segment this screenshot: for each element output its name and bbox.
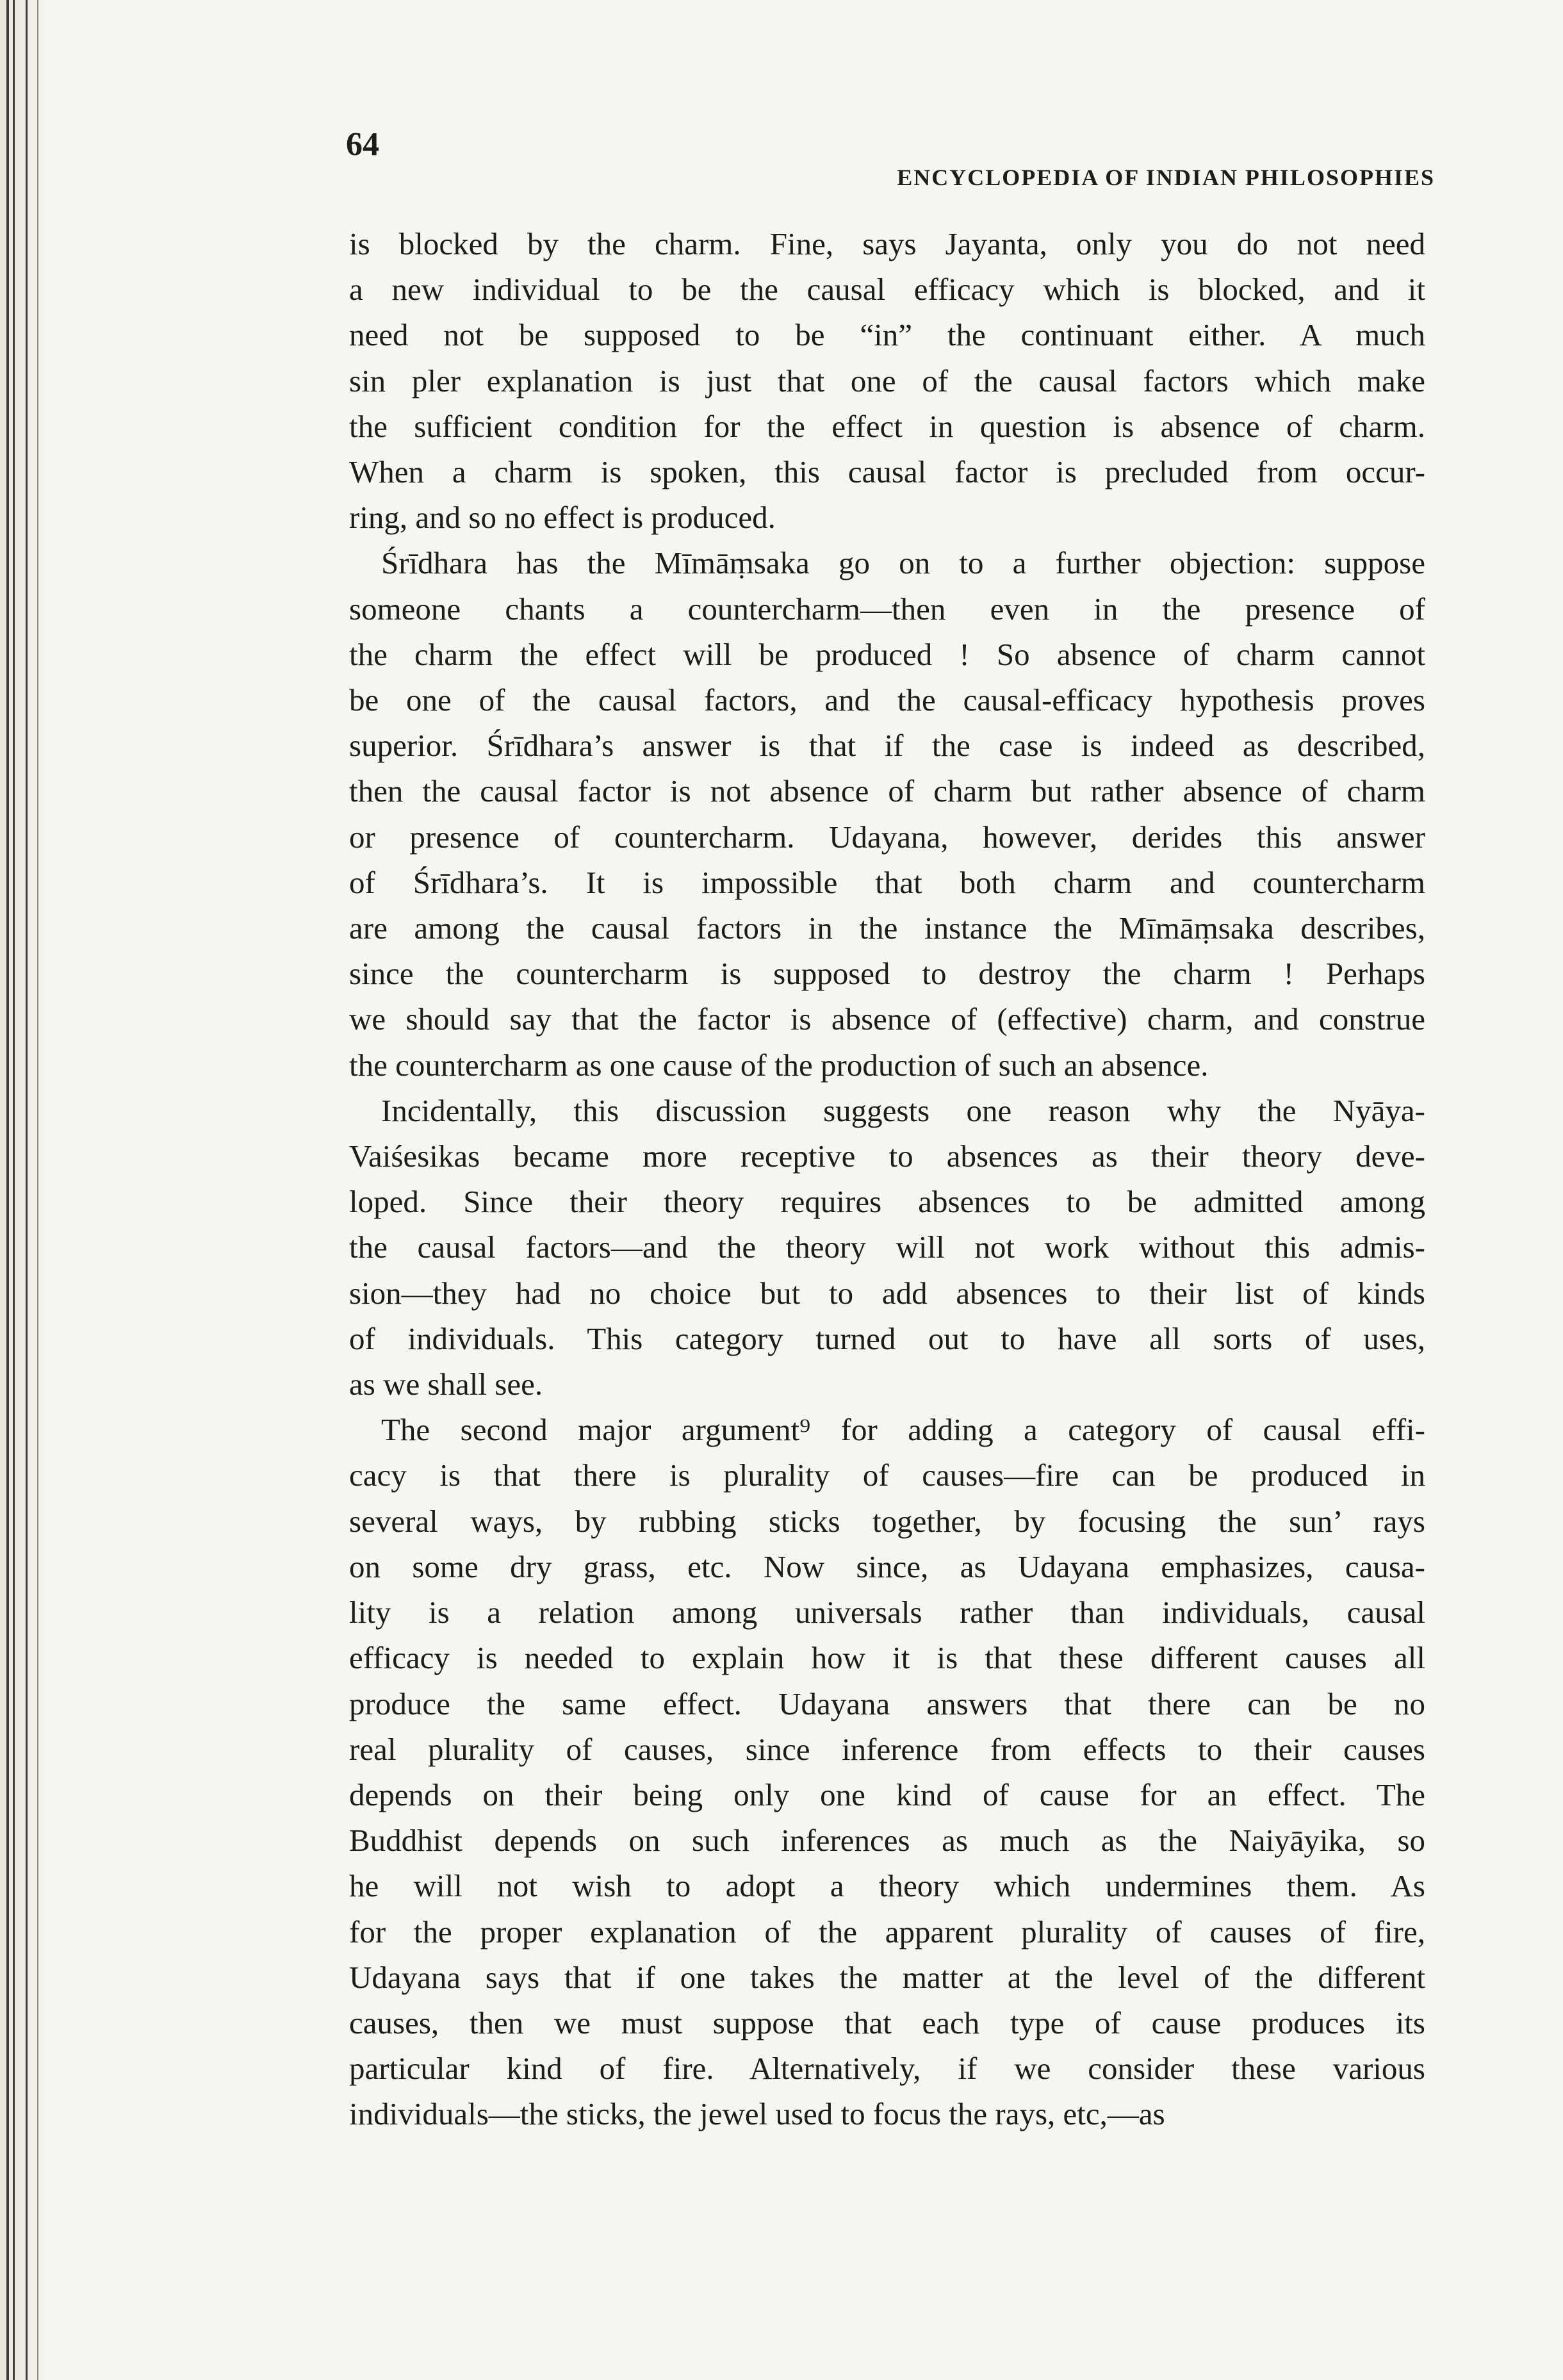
text-line: a new individual to be the causal efficacy which is blocked, and it: [349, 272, 1425, 308]
text-line: then the causal factor is not absence of charm but rather absence of charm: [349, 773, 1425, 809]
paragraph: [349, 1407, 1425, 2137]
running-head: ENCYCLOPEDIA OF INDIAN PHILOSOPHIES: [897, 165, 1435, 190]
text-line: for the proper explanation of the apparent plurality of causes of fire,: [349, 1914, 1425, 1949]
text-line: Buddhist depends on such inferences as much as the Naiyāyika, so: [349, 1823, 1425, 1859]
body-text: [349, 221, 1425, 2137]
binding-line: [37, 0, 38, 2380]
text-line: the sufficient condition for the effect in question is absence of charm.: [349, 408, 1425, 444]
text-line: ring, and so no effect is produced.: [349, 500, 776, 536]
text-line: individuals—the sticks, the jewel used to focus the rays, etc,—as: [349, 2096, 1165, 2132]
text-line: Udayana says that if one takes the matter at the level of the different: [349, 1959, 1425, 1995]
text-line: the countercharm as one cause of the production of such an absence.: [349, 1047, 1209, 1083]
text-line: sion—they had no choice but to add absences to their list of kinds: [349, 1275, 1425, 1311]
text-line: loped. Since their theory requires absences to be admitted among: [349, 1184, 1425, 1220]
text-line: are among the causal factors in the instance the Mīmāṃsaka describes,: [349, 910, 1425, 946]
paragraph: [349, 221, 1425, 540]
text-line: on some dry grass, etc. Now since, as Udayana emphasizes, causa-: [349, 1548, 1425, 1584]
text-line: several ways, by rubbing sticks together, by focusing the sun’ rays: [349, 1503, 1425, 1539]
text-line: or presence of countercharm. Udayana, however, derides this answer: [349, 819, 1425, 855]
text-line: produce the same effect. Udayana answers that there can be no: [349, 1686, 1425, 1721]
binding-edge: [0, 0, 45, 2380]
text-line: superior. Śrīdhara’s answer is that if the case is indeed as described,: [349, 728, 1425, 764]
text-line: cacy is that there is plurality of causes—fire can be produced in: [349, 1457, 1425, 1493]
text-line: is blocked by the charm. Fine, says Jayanta, only you do not need: [349, 226, 1425, 261]
text-line: Vaiśesikas became more receptive to absences as their theory deve-: [349, 1138, 1425, 1174]
text-line: Śrīdhara has the Mīmāṃsaka go on to a further objection: suppose: [381, 545, 1425, 581]
text-line: since the countercharm is supposed to destroy the charm ! Perhaps: [349, 956, 1425, 992]
text-line: lity is a relation among universals rather than individuals, causal: [349, 1595, 1425, 1630]
text-line: be one of the causal factors, and the causal-efficacy hypothesis proves: [349, 682, 1425, 718]
text-line: as we shall see.: [349, 1366, 543, 1402]
text-line: sin pler explanation is just that one of the causal factors which make: [349, 363, 1425, 398]
text-line: of individuals. This category turned out to have all sorts of uses,: [349, 1320, 1425, 1356]
text-line: he will not wish to adopt a theory which undermines them. As: [349, 1868, 1425, 1904]
binding-line: [26, 0, 28, 2380]
page-number: 64: [346, 126, 379, 163]
binding-line: [13, 0, 15, 2380]
text-line: Incidentally, this discussion suggests one reason why the Nyāya-: [381, 1092, 1425, 1128]
binding-line: [6, 0, 9, 2380]
text-line: we should say that the factor is absence of (effective) charm, and construe: [349, 1001, 1425, 1037]
text-line: When a charm is spoken, this causal factor is precluded from occur-: [349, 454, 1425, 490]
text-line: the charm the effect will be produced ! So absence of charm cannot: [349, 636, 1425, 672]
text-line: someone chants a countercharm—then even in the presence of: [349, 591, 1425, 627]
text-line: of Śrīdhara’s. It is impossible that both charm and countercharm: [349, 864, 1425, 900]
paragraph: [349, 540, 1425, 1087]
text-line: the causal factors—and the theory will not work without this admis-: [349, 1229, 1425, 1265]
paragraph: [349, 1088, 1425, 1407]
text-line: causes, then we must suppose that each type of cause produces its: [349, 2005, 1425, 2040]
text-line: real plurality of causes, since inference from effects to their causes: [349, 1731, 1425, 1767]
page-header: [346, 126, 1435, 190]
text-line: depends on their being only one kind of cause for an effect. The: [349, 1777, 1425, 1812]
text-line: The second major argument⁹ for adding a category of causal effi-: [381, 1412, 1425, 1448]
text-line: particular kind of fire. Alternatively, if we consider these various: [349, 2051, 1425, 2087]
text-line: need not be supposed to be “in” the continuant either. A much: [349, 317, 1425, 353]
text-line: efficacy is needed to explain how it is that these different causes all: [349, 1640, 1425, 1676]
